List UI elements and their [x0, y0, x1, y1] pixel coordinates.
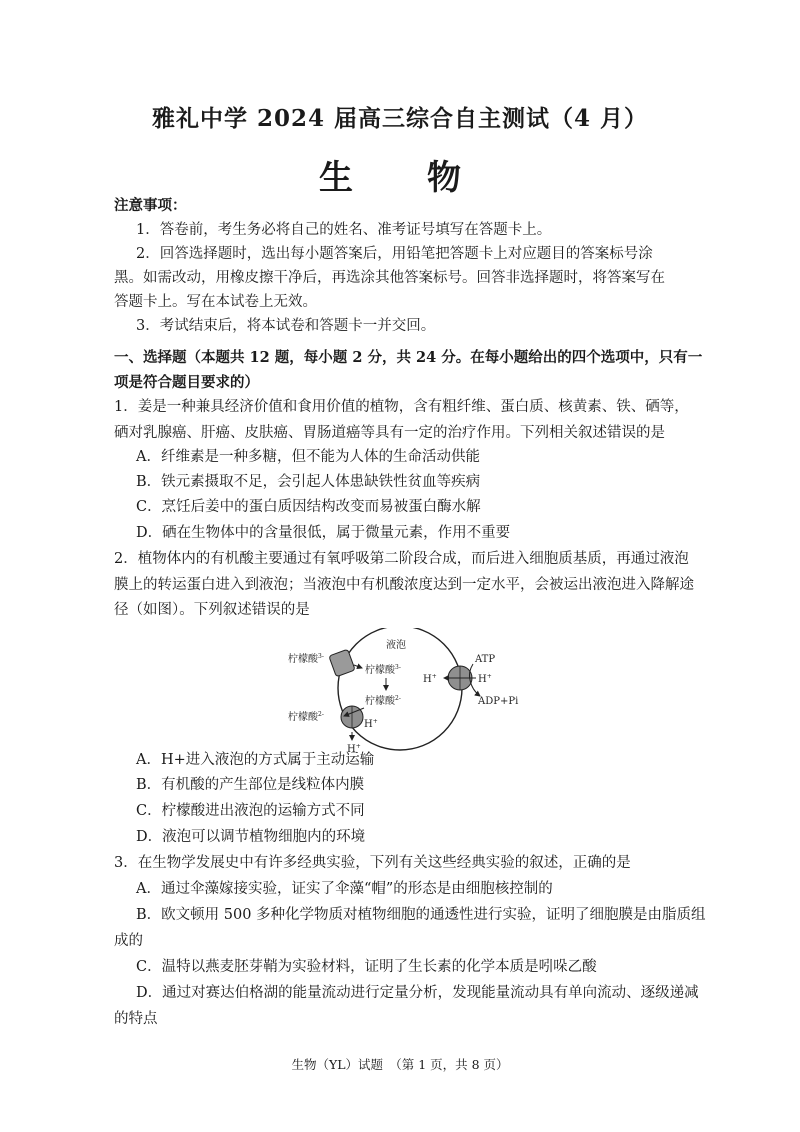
q1-stem-line-1: 1．姜是一种兼具经济价值和食用价值的植物，含有粗纤维、蛋白质、核黄素、铁、硒等，: [114, 399, 689, 415]
q2-option-b: B．有机酸的产生部位是线粒体内膜: [136, 777, 365, 793]
citrate-in-arrow: [354, 665, 362, 668]
q3-option-a: A．通过伞藻嫁接实验，证实了伞藻“帽”的形态是由细胞核控制的: [136, 881, 553, 897]
citrate3-out-label: 柠檬酸$^{3-}$: [288, 653, 324, 665]
q2-stem-line-3: 径（如图）。下列叙述错误的是: [114, 602, 310, 618]
atp-label: ATP: [475, 654, 496, 665]
citrate2-in-label: 柠檬酸$^{2-}$: [365, 695, 401, 707]
citrate3-in-label: 柠檬酸$^{3-}$: [365, 664, 401, 676]
q2-option-a: A．H+进入液泡的方式属于主动运输: [136, 752, 375, 768]
q1-option-d: D．硒在生物体中的含量很低，属于微量元素，作用不重要: [136, 525, 511, 541]
h-exporter-label: H+: [364, 718, 378, 730]
q3-option-b-line-2: 成的: [114, 933, 143, 949]
h-pump-label: H+: [478, 673, 492, 685]
notice-item-2-line-2: 黑。如需改动，用橡皮擦干净后，再选涂其他答案标号。回答非选择题时，将答案写在: [114, 270, 665, 286]
subject-title: 生 物: [319, 158, 481, 198]
q3-option-d-line-2: 的特点: [114, 1011, 158, 1027]
q3-stem: 3．在生物学发展史中有许多经典实验，下列有关这些经典实验的叙述，正确的是: [114, 855, 631, 871]
vacuole-diagram: [268, 628, 538, 758]
notice-item-2-line-1: 2．回答选择题时，选出每小题答案后，用铅笔把答题卡上对应题目的答案标号涂: [136, 246, 653, 262]
citrate-importer: [329, 649, 355, 677]
q3-option-b-line-1: B．欧文顿用 500 多种化学物质对植物细胞的通透性进行实验，证明了细胞膜是由脂质组: [136, 907, 706, 923]
q1-option-c: C．烹饪后姜中的蛋白质因结构改变而易被蛋白酶水解: [136, 499, 481, 515]
q1-stem-line-2: 硒对乳腺癌、肝癌、皮肤癌、胃肠道癌等具有一定的治疗作用。下列相关叙述错误的是: [114, 425, 665, 441]
notice-item-1: 1．答卷前，考生务必将自己的姓名、准考证号填写在答题卡上。: [136, 222, 552, 238]
q3-option-d-line-1: D．通过对赛达伯格湖的能量流动进行定量分析，发现能量流动具有单向流动、逐级递减: [136, 985, 699, 1001]
exam-title: 雅礼中学 2024 届高三综合自主测试（4 月）: [151, 105, 649, 132]
q2-stem-line-2: 膜上的转运蛋白进入到液泡；当液泡中有机酸浓度达到一定水平，会被运出液泡进入降解途: [114, 577, 694, 593]
notice-heading: 注意事项：: [114, 197, 187, 214]
q1-option-b: B．铁元素摄取不足，会引起人体患缺铁性贫血等疾病: [136, 474, 481, 490]
q2-stem-line-1: 2．植物体内的有机酸主要通过有氧呼吸第二阶段合成，而后进入细胞质基质，再通过液泡: [114, 551, 689, 567]
h-vacuole-label: H+: [423, 673, 437, 685]
citrate2-out-label: 柠檬酸$^{2-}$: [288, 711, 324, 723]
vacuole-label: 液泡: [386, 640, 406, 651]
q1-option-a: A．纤维素是一种多糖，但不能为人体的生命活动供能: [136, 449, 480, 465]
page-footer: 生物（YL）试题 （第 1 页，共 8 页）: [291, 1057, 509, 1072]
q2-option-d: D．液泡可以调节植物细胞内的环境: [136, 829, 366, 845]
notice-item-2-line-3: 答题卡上。写在本试卷上无效。: [114, 294, 317, 310]
q3-option-c: C．温特以燕麦胚芽鞘为实验材料，证明了生长素的化学本质是吲哚乙酸: [136, 959, 597, 975]
notice-item-3: 3．考试结束后，将本试卷和答题卡一并交回。: [136, 318, 436, 334]
section-heading-line-2: 项是符合题目要求的）: [114, 374, 259, 391]
h-bottom-label: H+: [347, 743, 361, 755]
adp-label: ADP+Pi: [478, 696, 519, 707]
section-heading-line-1: 一、选择题（本题共 12 题，每小题 2 分，共 24 分。在每小题给出的四个选项中，只有一: [114, 349, 703, 366]
q2-option-c: C．柠檬酸进出液泡的运输方式不同: [136, 803, 365, 819]
